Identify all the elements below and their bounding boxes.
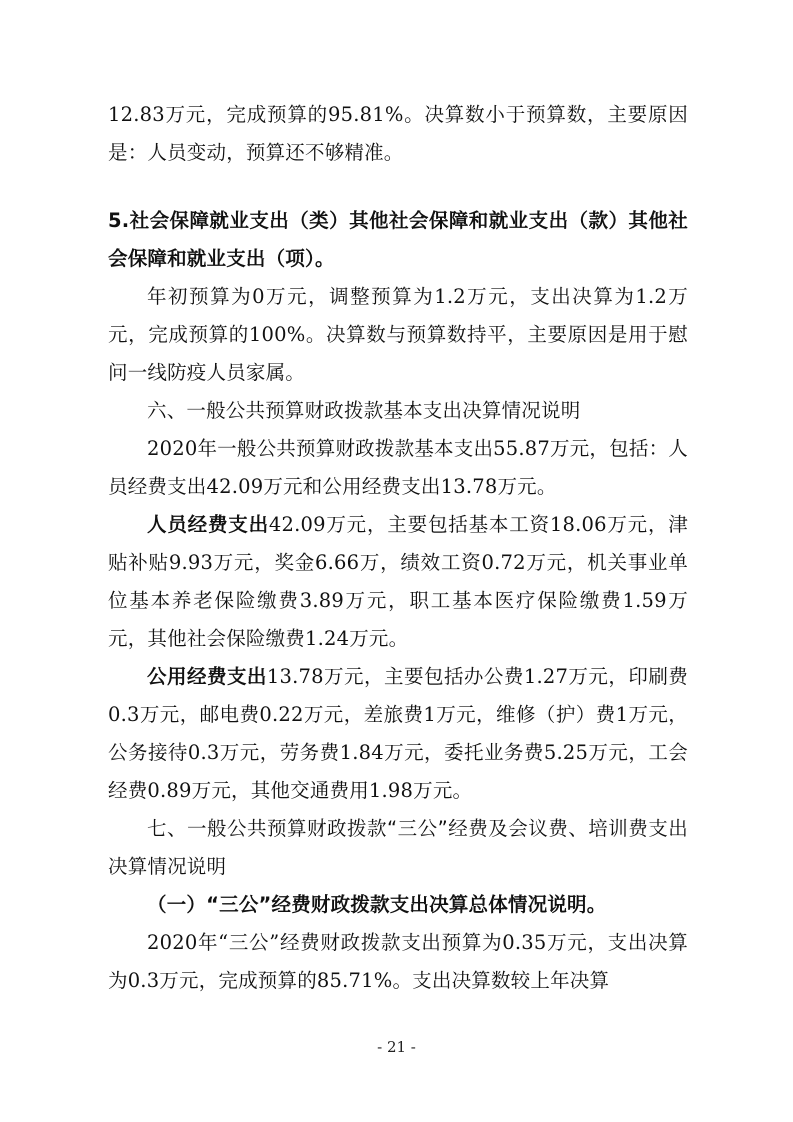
paragraph-continuation: 12.83万元，完成预算的95.81%。决算数小于预算数，主要原因是：人员变动，预算还不够精准。	[108, 103, 688, 164]
personnel-expenditure-lead: 人员经费支出	[147, 513, 269, 536]
paragraph-item-5-detail: 年初预算为0万元，调整预算为1.2万元，支出决算为1.2万元，完成预算的100%。决算数与预算数持平，主要原因是用于慰问一线防疫人员家属。	[108, 285, 688, 384]
heading-section-6: 六、一般公共预算财政拨款基本支出决算情况说明	[147, 399, 581, 422]
public-expenditure-text: 13.78万元，主要包括办公费1.27万元，印刷费0.3万元，邮电费0.22万元，差旅费1万元，维修（护）费1万元，公务接待0.3万元，劳务费1.84万元，委托业务费5.25万元，工会经费0.89万元，其他交通费用1.98万元。	[108, 665, 689, 802]
paragraph-public-expenditure	[108, 658, 688, 810]
page-number: - 21 -	[377, 1038, 416, 1056]
paragraph-three-public-overview: 2020年“三公”经费财政拨款支出预算为0.35万元，支出决算为0.3万元，完成预算的85.71%。支出决算数较上年决算	[108, 931, 688, 992]
heading-section-7: 七、一般公共预算财政拨款“三公”经费及会议费、培训费支出决算情况说明	[108, 817, 688, 878]
heading-subsection-7-1: （一）“三公”经费财政拨款支出决算总体情况说明。	[147, 893, 607, 916]
paragraph-personnel-expenditure	[108, 506, 688, 658]
paragraph-basic-expenditure: 2020年一般公共预算财政拨款基本支出55.87万元，包括：人员经费支出42.09万元和公用经费支出13.78万元。	[108, 437, 688, 498]
heading-item-5: 5.社会保障就业支出（类）其他社会保障和就业支出（款）其他社会保障和就业支出（项）。	[108, 209, 688, 270]
public-expenditure-lead: 公用经费支出	[147, 665, 267, 688]
personnel-expenditure-text: 42.09万元，主要包括基本工资18.06万元，津贴补贴9.93万元，奖金6.66万，绩效工资0.72万元，机关事业单位基本养老保险缴费3.89万元，职工基本医疗保险缴费1.59万元，其他社会保险缴费1.24万元。	[108, 513, 688, 650]
document-page	[108, 96, 688, 1046]
